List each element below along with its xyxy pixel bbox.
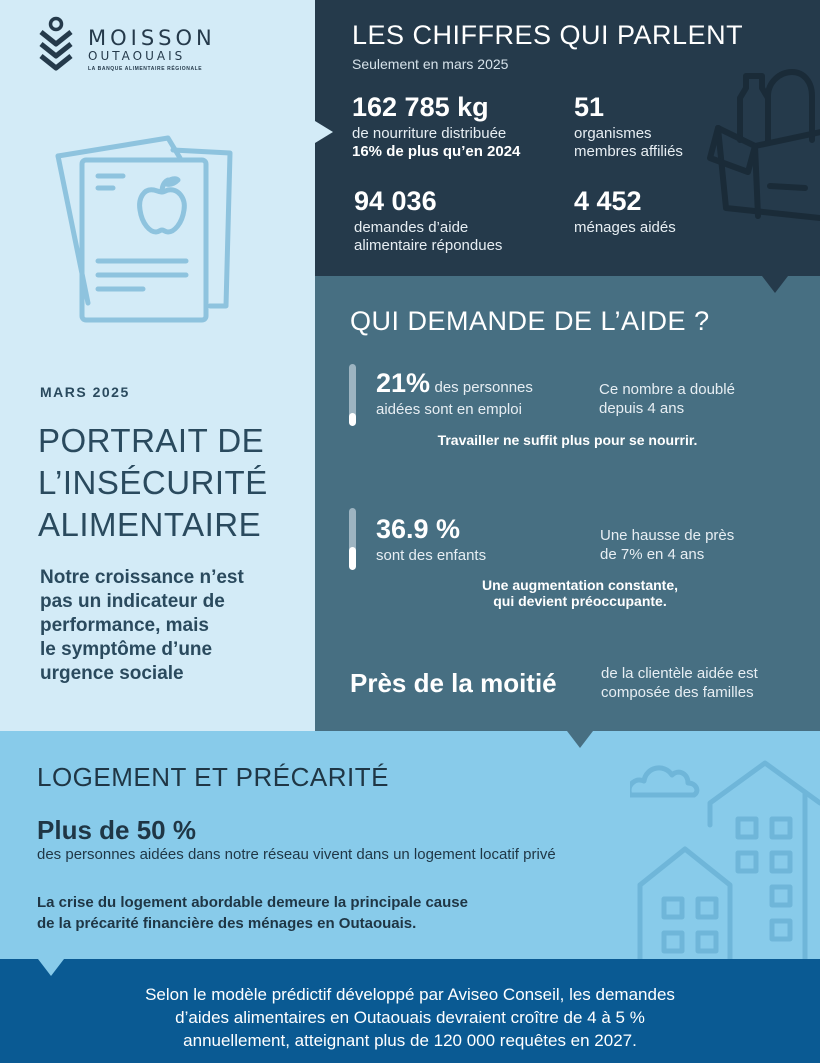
report-lead-line: performance, mais [40,615,209,636]
pointer-left [315,121,333,143]
who-panel [315,276,820,731]
brand-subname: OUTAOUAIS [88,49,186,63]
housing-emphasis [37,892,468,934]
report-title-line: L’INSÉCURITÉ [38,464,268,501]
stat-value: 162 785 kg [352,92,489,122]
stat-label: alimentaire répondues [354,237,503,254]
children-emphasis-line: qui devient préoccupante. [493,593,667,609]
report-date: MARS 2025 [40,384,130,400]
employed-text-b: aidées sont en emploi [376,401,522,418]
report-lead-line: pas un indicateur de [40,591,225,612]
stat-card-requests [354,186,502,255]
report-title [38,420,268,546]
stat-card-organizations [574,92,683,161]
stat-label: de nourriture distribuée [352,125,507,142]
stat-card-households [574,186,676,237]
employed-value: 21% [376,368,431,398]
report-lead-line: urgence sociale [40,663,184,684]
families-headline: Près de la moitié [350,668,557,698]
housing-title: LOGEMENT ET PRÉCARITÉ [37,762,389,792]
children-emphasis-line: Une augmentation constante, [481,577,679,593]
report-title-line: PORTRAIT DE [38,422,265,459]
houses-cloud-icon [630,755,820,959]
report-lead-line: le symptôme d’une [40,639,213,660]
housing-emphasis-line: de la précarité financière des ménages en Outaouais. [37,915,417,932]
stat-label: ménages aidés [574,219,676,236]
employed-note-1: Ce nombre a doublé [599,381,735,398]
stat-value: 51 [574,92,605,122]
grocery-box-icon [700,68,820,228]
stats-title: LES CHIFFRES QUI PARLENT [352,20,744,50]
report-lead-line: Notre croissance n’est [40,567,244,588]
who-title: QUI DEMANDE DE L’AIDE ? [350,306,710,336]
pointer-who-down [567,731,593,748]
children-note-1: Une hausse de près [600,527,735,544]
forecast-note-line: Selon le modèle prédictif développé par Aviseo Conseil, les demandes [145,985,675,1004]
employed-note-2: depuis 4 ans [599,400,685,417]
stat-highlight: 16% de plus qu’en 2024 [352,143,521,160]
stat-card-food [352,92,520,161]
stat-label: membres affiliés [574,143,683,160]
children-text: sont des enfants [376,547,487,564]
forecast-note-line: annuellement, atteignant plus de 120 000 requêtes en 2027. [183,1031,637,1050]
stat-value: 94 036 [354,186,437,216]
stats-subtitle: Seulement en mars 2025 [352,56,509,72]
employed-gauge [349,364,356,426]
children-note-2: de 7% en 4 ans [600,546,705,563]
brand-logo [36,16,236,76]
children-gauge-fill [349,547,356,570]
housing-text: des personnes aidées dans notre réseau vivent dans un logement locatif privé [37,846,556,863]
children-emphasis [420,577,740,609]
housing-emphasis-line: La crise du logement abordable demeure la principale cause [37,894,468,911]
logo-icon [36,16,76,74]
forecast-note [20,983,800,1052]
report-title-line: ALIMENTAIRE [38,506,262,543]
pointer-stats-down [762,276,788,293]
families-text-1: de la clientèle aidée est [601,665,758,682]
children-gauge [349,508,356,570]
stat-label: demandes d’aide [354,219,469,236]
employed-text-a: des personnes [434,379,533,396]
forecast-note-line: d’aides alimentaires en Outaouais devraient croître de 4 à 5 % [175,1008,645,1027]
housing-headline: Plus de 50 % [37,815,196,845]
employed-gauge-fill [349,413,356,426]
employed-emphasis: Travailler ne suffit plus pour se nourrir. [437,432,698,448]
report-lead [40,566,244,686]
brand-name: MOISSON [88,26,216,50]
stat-label: organismes [574,125,652,142]
stat-value: 4 452 [574,186,642,216]
families-text-2: composée des familles [601,684,754,701]
children-value: 36.9 % [376,514,461,544]
employed-stat [376,368,533,399]
brand-tagline: LA BANQUE ALIMENTAIRE RÉGIONALE [88,66,203,72]
documents-apple-icon [48,128,243,323]
pointer-housing-down [38,959,64,976]
